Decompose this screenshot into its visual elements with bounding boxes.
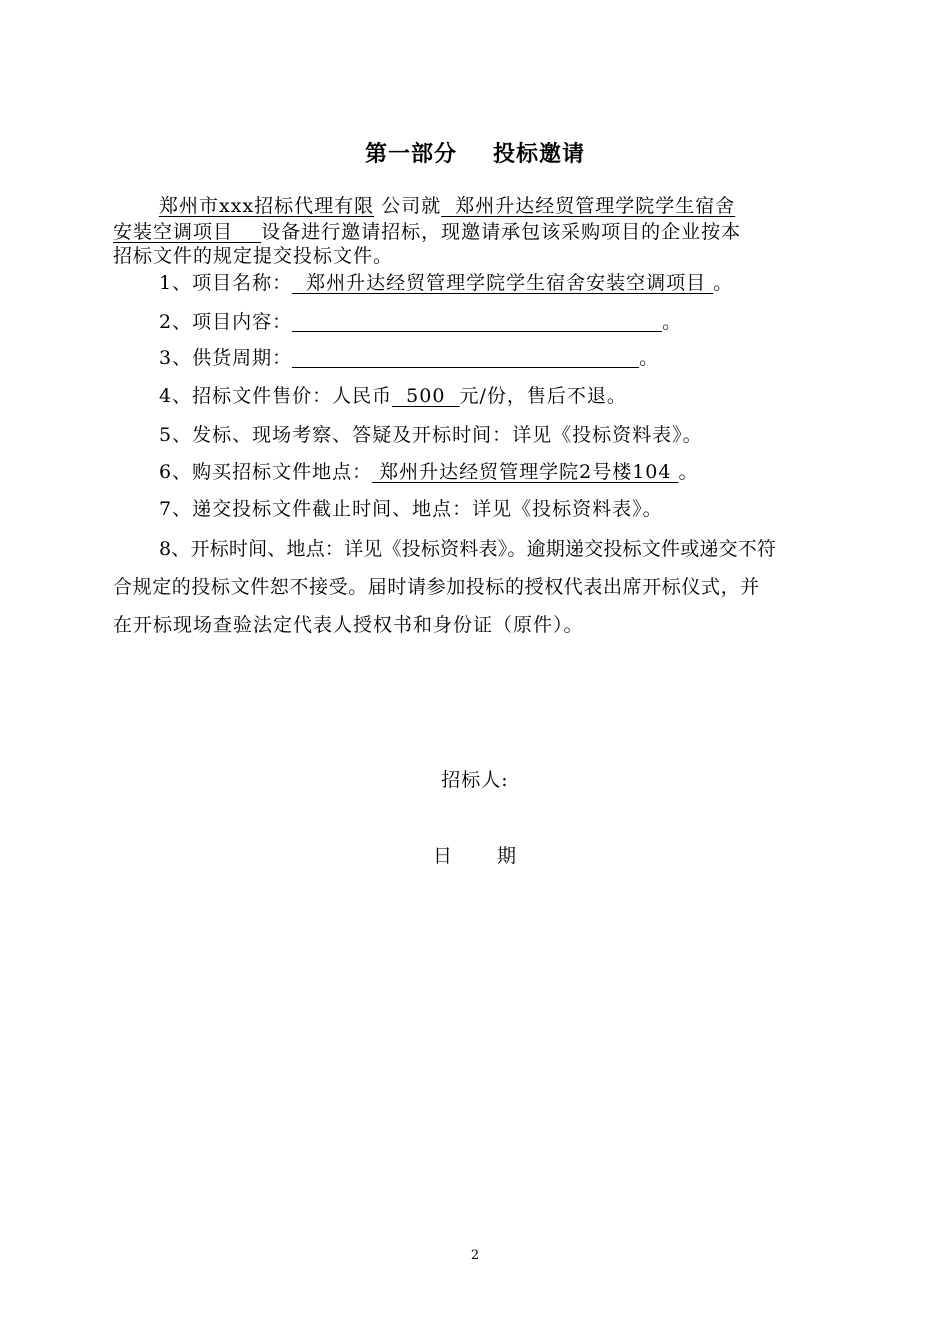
item-8-line-2 — [113, 574, 843, 600]
intro-text-1: 公司就 — [381, 195, 442, 217]
item-5 — [159, 422, 889, 448]
intro-text-3: 招标文件的规定提交投标文件。 — [113, 245, 394, 267]
item-4-price: 500 — [392, 385, 460, 407]
date-label-2: 期 — [497, 845, 518, 867]
section-part: 第一部分 — [364, 141, 457, 167]
bidder-label: 招标人: — [441, 769, 509, 791]
item-1 — [159, 270, 889, 296]
item-2-label: 2、项目内容： — [159, 311, 293, 333]
item-2 — [159, 309, 889, 335]
signature-date — [0, 841, 950, 868]
intro-line-1 — [113, 193, 843, 219]
item-6 — [159, 459, 889, 485]
intro-line-3 — [113, 243, 843, 269]
project-name-part-b: 安装空调项目 — [113, 221, 262, 243]
intro-line-2 — [113, 219, 843, 245]
item-7 — [159, 496, 889, 522]
item-8-text-2: 合规定的投标文件恕不接受。届时请参加投标的授权代表出席开标仪式，并 — [113, 576, 760, 598]
bidder-signature — [0, 765, 950, 792]
item-3-end: 。 — [639, 347, 660, 369]
item-7-text: 7、递交投标文件截止时间、地点：详见《投标资料表》。 — [159, 498, 663, 520]
item-8-text-1: 8、开标时间、地点：详见《投标资料表》。逾期递交投标文件或递交不符 — [159, 538, 777, 560]
section-title — [0, 137, 950, 168]
item-4-label: 4、招标文件售价：人民币 — [159, 385, 393, 407]
item-4-end: 元/份，售后不退。 — [459, 385, 627, 407]
project-name-part-a: 郑州升达经贸管理学院学生宿舍 — [441, 195, 736, 217]
item-6-end: 。 — [678, 461, 699, 483]
item-1-end: 。 — [713, 272, 734, 294]
item-3-label: 3、供货周期： — [159, 347, 293, 369]
date-label-1: 日 — [432, 845, 453, 867]
item-1-value: 郑州升达经贸管理学院学生宿舍安装空调项目 — [292, 272, 714, 294]
item-5-text: 5、发标、现场考察、答疑及开标时间：详见《投标资料表》。 — [159, 424, 703, 446]
item-8-line-3 — [113, 612, 843, 638]
intro-text-2: 设备进行邀请招标，现邀请承包该采购项目的企业按本 — [261, 221, 742, 243]
item-6-location: 郑州升达经贸管理学院2号楼104 — [372, 461, 679, 483]
item-8-line-1 — [159, 536, 889, 562]
item-2-end: 。 — [662, 311, 683, 333]
section-name: 投标邀请 — [493, 141, 586, 167]
agent-name: 郑州市xxx招标代理有限 — [159, 195, 375, 217]
item-6-label: 6、购买招标文件地点： — [159, 461, 373, 483]
item-4 — [159, 383, 889, 409]
item-2-blank — [292, 311, 662, 332]
item-8-text-3: 在开标现场查验法定代表人授权书和身份证（原件）。 — [113, 614, 584, 636]
item-1-label: 1、项目名称： — [159, 272, 293, 294]
page-number: 2 — [470, 1248, 480, 1263]
item-3-blank — [292, 347, 639, 368]
item-3 — [159, 345, 889, 371]
